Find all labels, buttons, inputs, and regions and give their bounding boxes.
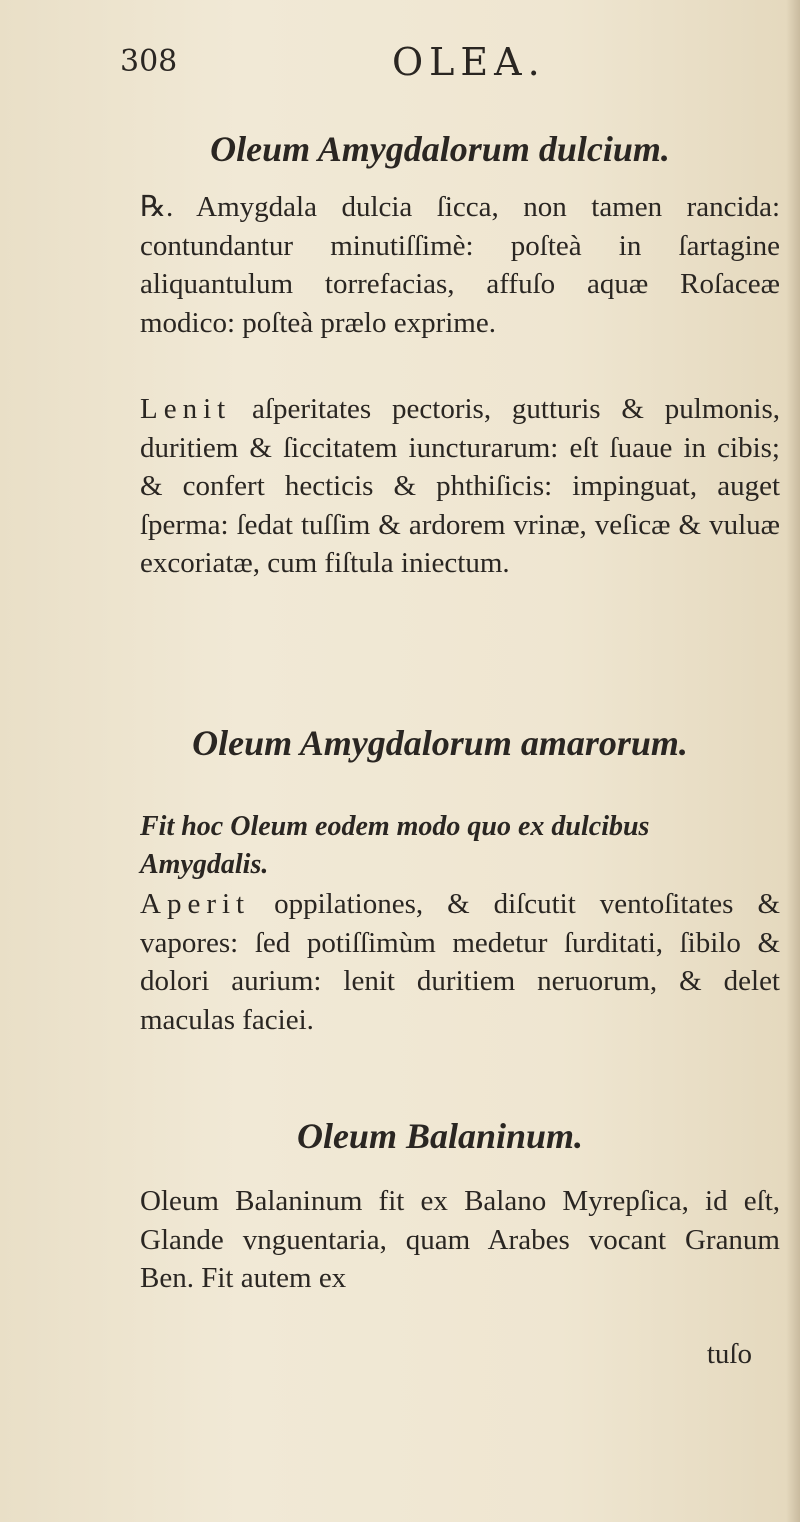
running-head: OLEA. xyxy=(392,40,546,84)
paragraph-text: ℞. Amygdala dulcia ſicca, non tamen rancida: contundantur minutiſſimè: poſteà in ſartagine aliquantulum torrefacias, affuſo aquæ Roſaceæ modico: poſteà prælo exprime. xyxy=(140,191,780,339)
paragraph-lead-word: Lenit xyxy=(140,393,232,425)
catchword: tuſo xyxy=(706,1338,752,1370)
page-edge-shadow xyxy=(786,0,800,1522)
section-heading-bitter-almond-oil: Oleum Amygdalorum amarorum. xyxy=(192,723,688,763)
virtues-paragraph xyxy=(140,390,780,583)
paragraph-text: aſperitates pectoris, gutturis & pulmonis, duritiem & ſiccitatem iuncturarum: eſt ſuaue in cibis; & confert hecticis & phthiſicis: impinguat, auget ſperma: ſedat tuſſim & ardorem vrinæ, veſicæ & vuluæ excoriatæ, cum fiſtula iniectum. xyxy=(140,393,780,580)
virtues-paragraph xyxy=(140,885,780,1039)
recipe-paragraph xyxy=(140,188,780,342)
section-heading-balanine-oil: Oleum Balaninum. xyxy=(296,1116,584,1156)
paragraph-text: Oleum Balaninum fit ex Balano Myrepſica, id eſt, Glande vnguentaria, quam Arabes vocant Granum Ben. Fit autem ex xyxy=(140,1185,780,1295)
page-number: 308 xyxy=(120,44,178,79)
page-header xyxy=(120,40,740,90)
method-note: Fit hoc Oleum eodem modo quo ex dulcibus Amygdalis. xyxy=(140,811,650,880)
description-paragraph xyxy=(140,1182,780,1298)
section-heading-sweet-almond-oil: Oleum Amygdalorum dulcium. xyxy=(210,129,670,169)
paragraph-text: oppilationes, & diſcutit ventoſitates & vapores: ſed potiſſimùm medetur ſurditati, ſibilo & dolori aurium: lenit duritiem neruorum, & delet maculas faciei. xyxy=(140,888,781,1036)
paragraph-lead-word: Aperit xyxy=(140,888,251,920)
